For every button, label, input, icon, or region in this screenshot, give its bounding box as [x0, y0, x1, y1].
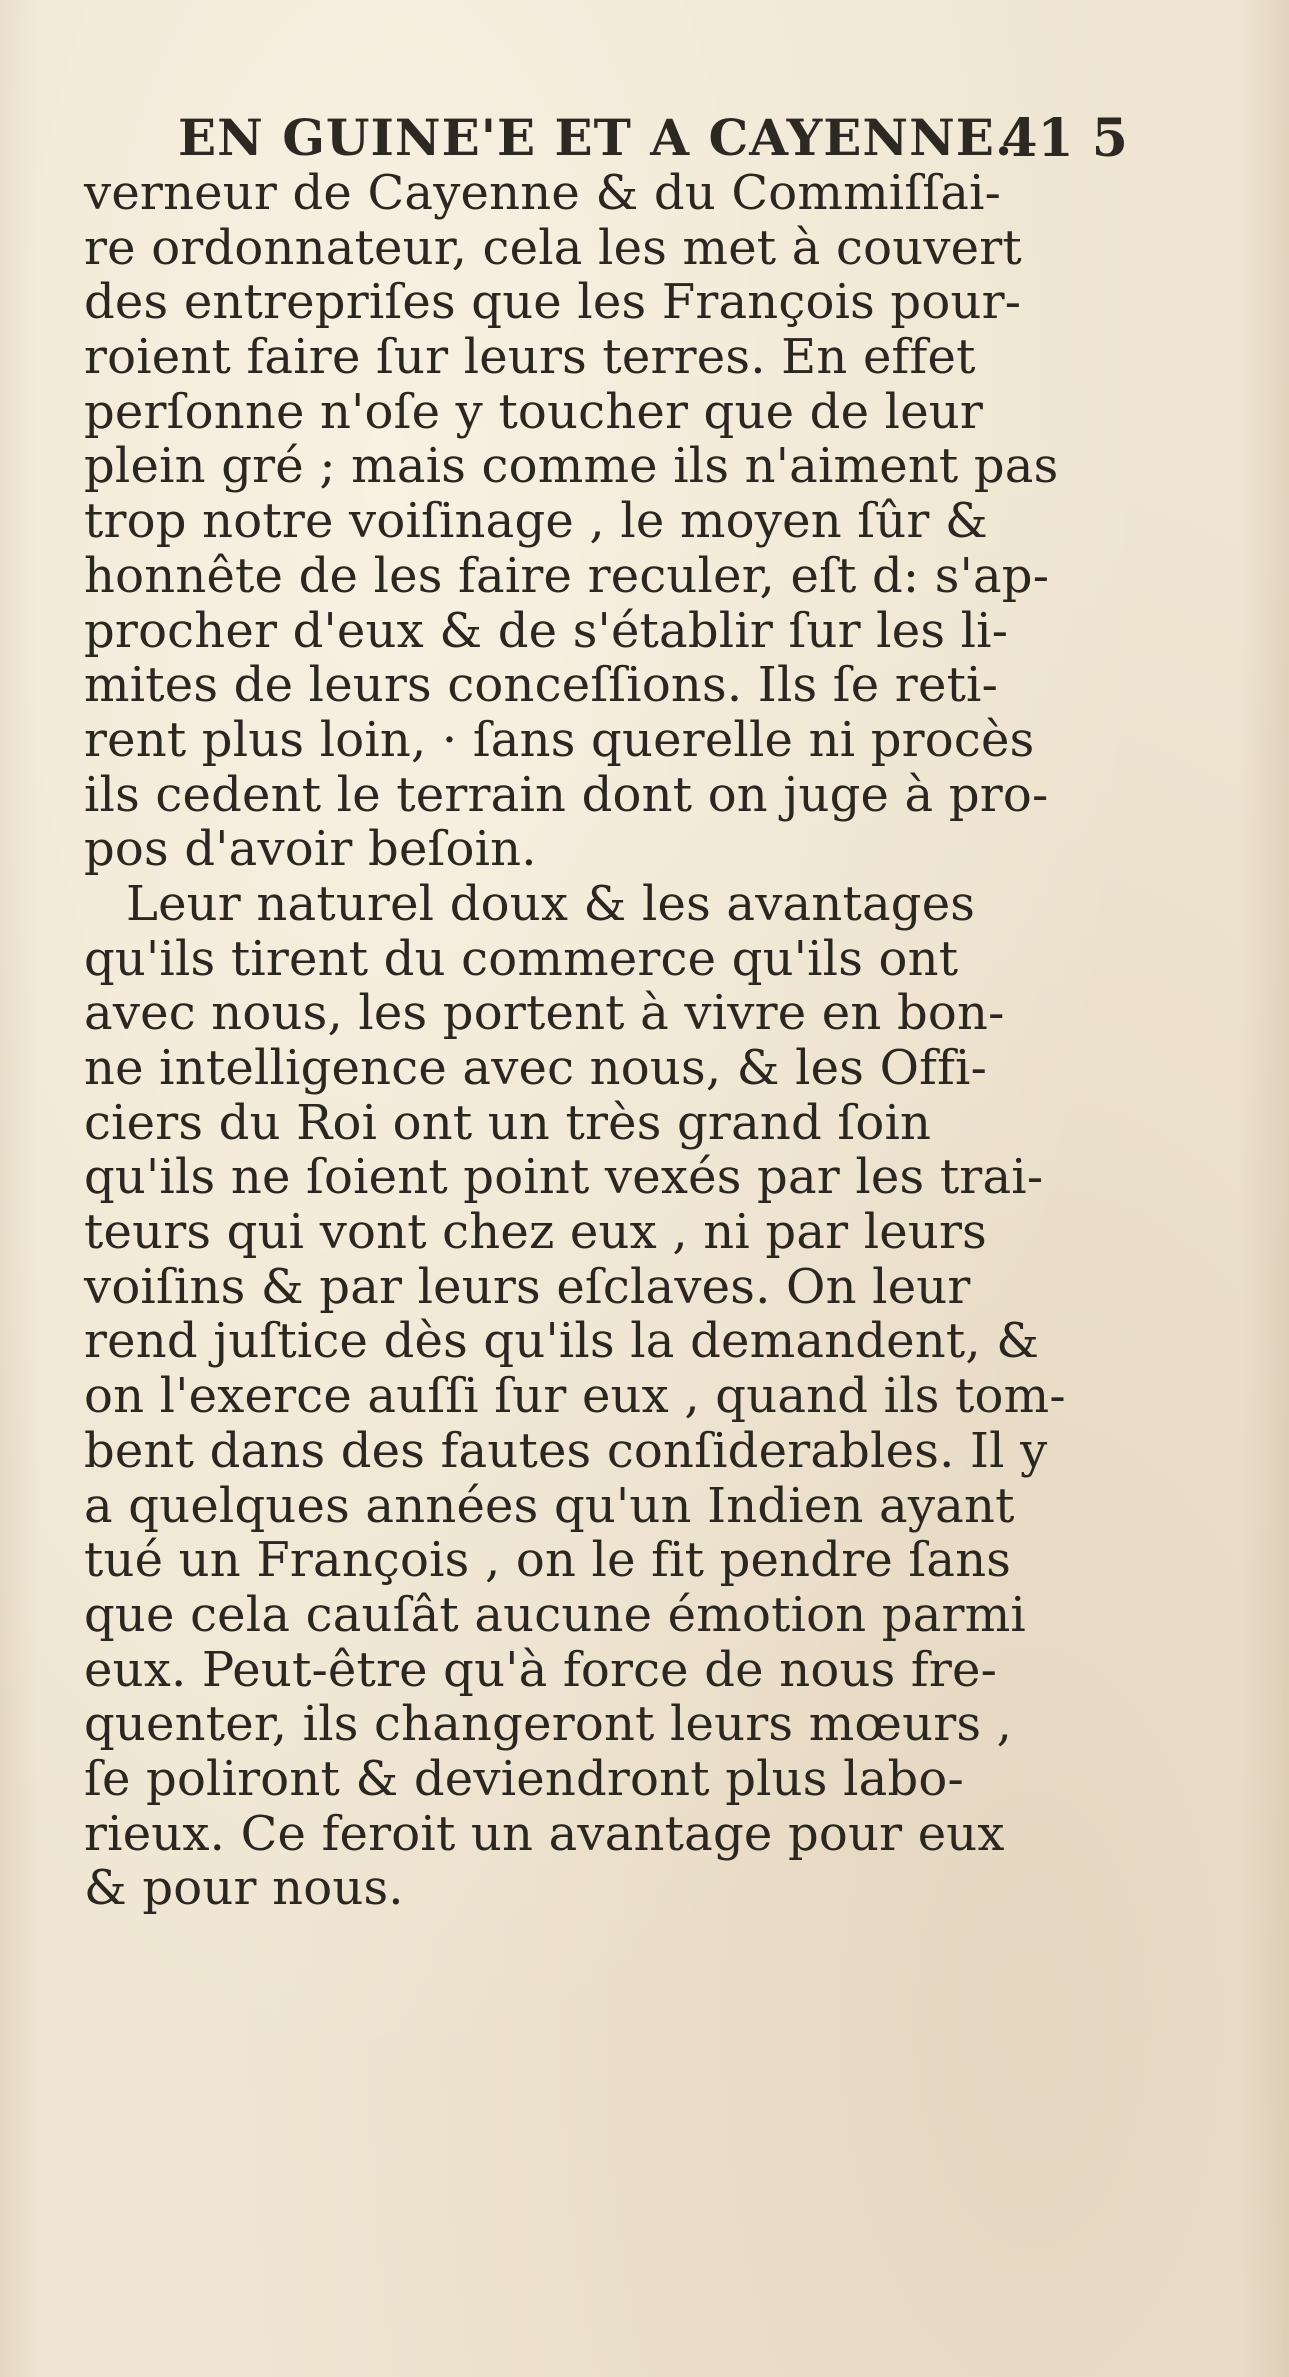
text-line: verneur de Cayenne & du Commiſſai- — [84, 165, 1002, 221]
text-line: rent plus loin, · ſans querelle ni procès — [84, 711, 1035, 768]
text-line: des entrepriſes que les François pour- — [84, 274, 1022, 331]
text-line: qu'ils tirent du commerce qu'ils ont — [84, 930, 959, 987]
text-line: voiſins & par leurs eſclaves. On leur — [84, 1258, 971, 1315]
text-line: rend juſtice dès qu'ils la demandent, & — [84, 1313, 1040, 1370]
paragraph-start-line: Leur naturel doux & les avantages — [126, 875, 976, 932]
text-body — [84, 166, 1074, 1916]
text-line: quenter, ils changeront leurs mœurs , — [84, 1696, 1013, 1753]
text-line: ciers du Roi ont un très grand ſoin — [84, 1094, 932, 1151]
running-title: EN GUINE'E ET A CAYENNE. — [178, 108, 1014, 167]
text-line: plein gré ; mais comme ils n'aiment pas — [84, 438, 1059, 495]
text-line: a quelques années qu'un Indien ayant — [84, 1477, 1015, 1534]
text-line: roient faire ſur leurs terres. En effet — [84, 329, 976, 386]
text-line: tué un François , on le fit pendre ſans — [84, 1532, 1012, 1589]
text-line: qu'ils ne ſoient point vexés par les trai- — [84, 1149, 1044, 1206]
text-line: honnête de les faire reculer, eſt d: s'ap- — [84, 547, 1050, 604]
text-line: pos d'avoir beſoin. — [84, 821, 537, 878]
text-line: que cela cauſât aucune émotion parmi — [84, 1586, 1026, 1643]
text-line: eux. Peut-être qu'à force de nous fre- — [84, 1641, 997, 1698]
text-line: & pour nous. — [84, 1860, 404, 1917]
text-line: re ordonnateur, cela les met à couvert — [84, 219, 1022, 276]
text-line: bent dans des fautes conſiderables. Il y — [84, 1422, 1048, 1479]
text-line: avec nous, les portent à vivre en bon- — [84, 985, 1005, 1042]
text-line: procher d'eux & de s'établir ſur les li- — [84, 602, 1009, 659]
text-line: on l'exerce auſſi ſur eux , quand ils tom- — [84, 1368, 1066, 1425]
page-number: 41 5 — [1001, 108, 1128, 169]
text-line: perſonne n'oſe y toucher que de leur — [84, 383, 984, 440]
text-line: mites de leurs conceſſions. Ils ſe reti- — [84, 657, 999, 714]
text-line: ne intelligence avec nous, & les Offi- — [84, 1040, 988, 1096]
text-line: teurs qui vont chez eux , ni par leurs — [84, 1204, 988, 1261]
text-line: trop notre voiſinage , le moyen ſûr & — [84, 493, 988, 550]
text-line: ils cedent le terrain dont on juge à pro- — [84, 766, 1049, 823]
text-line: rieux. Ce feroit un avantage pour eux — [84, 1805, 1005, 1862]
text-line: ſe poliront & deviendront plus labo- — [84, 1750, 964, 1807]
